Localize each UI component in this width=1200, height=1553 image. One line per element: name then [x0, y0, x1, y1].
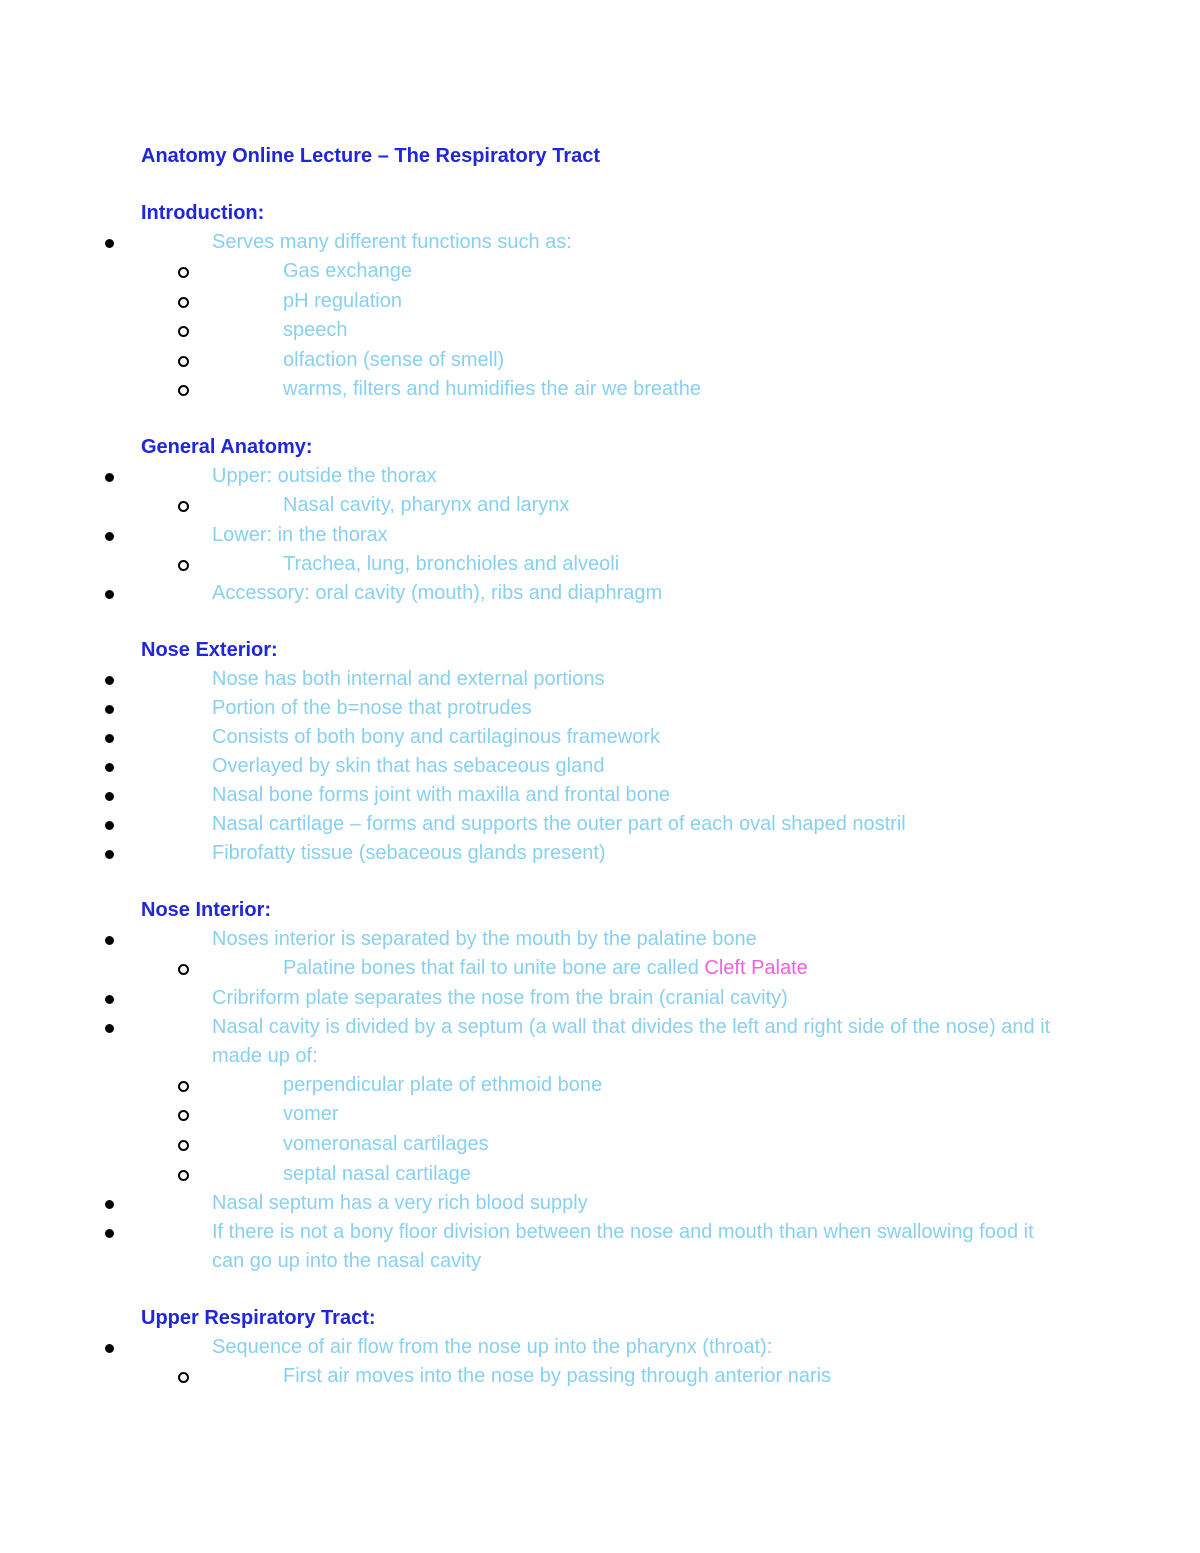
sub-list-item-text: Gas exchange [283, 260, 412, 282]
list-item [141, 1189, 1071, 1218]
list-item-text: Upper: outside the thorax [212, 464, 437, 487]
list-item-text: Overlayed by skin that has sebaceous gland [212, 755, 605, 778]
list-item-text: Cribriform plate separates the nose from the brain (cranial cavity) [212, 986, 788, 1009]
highlighted-term: Cleft Palate [704, 957, 808, 980]
section-introduction [141, 198, 1071, 405]
bullet-dot-icon [105, 850, 114, 859]
list-item-text: Serves many different functions such as: [212, 231, 572, 253]
list-item-text: If there is not a bony floor division between the nose and mouth than when swallowing food it can go up into the nasal cavity [212, 1221, 1034, 1273]
sub-list-item [212, 287, 1071, 317]
bullet-list [141, 462, 1071, 608]
list-item-text: Portion of the b=nose that protrudes [212, 697, 532, 720]
document-page [141, 141, 1071, 1392]
bullet-dot-icon [105, 792, 114, 801]
hollow-bullet-icon [178, 356, 189, 367]
bullet-dot-icon [105, 473, 114, 482]
hollow-bullet-icon [178, 1110, 189, 1121]
sub-list-item [212, 375, 1071, 405]
list-item-text: Nasal cartilage – forms and supports the outer part of each oval shaped nostril [212, 813, 906, 836]
sub-list-item [212, 1362, 1071, 1392]
bullet-dot-icon [105, 1024, 114, 1033]
bullet-dot-icon [105, 936, 114, 945]
bullet-dot-icon [105, 239, 114, 248]
list-item [141, 925, 1071, 984]
list-item [141, 1013, 1071, 1189]
sub-list-item [212, 550, 1071, 580]
list-item [141, 723, 1071, 752]
sub-list-item-text: Nasal cavity, pharynx and larynx [283, 493, 570, 516]
bullet-dot-icon [105, 1200, 114, 1209]
sub-bullet-list [212, 954, 1071, 984]
list-item-text: Noses interior is separated by the mouth by the palatine bone [212, 928, 757, 951]
bullet-list [141, 925, 1071, 1276]
sub-list-item-text: olfaction (sense of smell) [283, 348, 505, 371]
list-item [141, 1218, 1071, 1276]
section-heading: General Anatomy: [141, 435, 313, 458]
list-item-text: Nasal septum has a very rich blood supply [212, 1192, 588, 1215]
list-item [141, 521, 1071, 580]
bullet-dot-icon [105, 763, 114, 772]
sub-list-item-text: Trachea, lung, bronchioles and alveoli [283, 552, 620, 575]
bullet-list [141, 1333, 1071, 1392]
sub-bullet-list [212, 1071, 1071, 1189]
bullet-dot-icon [105, 1229, 114, 1238]
hollow-bullet-icon [178, 1081, 189, 1092]
hollow-bullet-icon [178, 1140, 189, 1151]
bullet-dot-icon [105, 995, 114, 1004]
sub-list-item-text: Palatine bones that fail to unite bone are called [283, 957, 705, 980]
sub-bullet-list [212, 1362, 1071, 1392]
list-item-text: Consists of both bony and cartilaginous framework [212, 726, 661, 749]
sub-list-item [212, 257, 1071, 287]
list-item [141, 228, 1071, 405]
section-heading: Introduction: [141, 202, 265, 224]
list-item [141, 839, 1071, 868]
bullet-dot-icon [105, 705, 114, 714]
bullet-list [141, 665, 1071, 868]
section-nose-exterior [141, 635, 1071, 868]
bullet-list [141, 228, 1071, 405]
section-upper-respiratory-tract [141, 1303, 1071, 1392]
list-item [141, 1333, 1071, 1392]
sub-bullet-list [212, 550, 1071, 580]
list-item-text: Accessory: oral cavity (mouth), ribs and diaphragm [212, 582, 663, 605]
hollow-bullet-icon [178, 964, 189, 975]
section-heading: Nose Exterior: [141, 639, 278, 662]
sub-list-item [212, 491, 1071, 521]
sub-list-item-text: warms, filters and humidifies the air we breathe [283, 378, 701, 401]
hollow-bullet-icon [178, 501, 189, 512]
sub-list-item [212, 1130, 1071, 1160]
list-item [141, 462, 1071, 521]
sub-bullet-list [212, 491, 1071, 521]
sub-bullet-list [212, 257, 1071, 405]
hollow-bullet-icon [178, 385, 189, 396]
section-heading: Nose Interior: [141, 899, 272, 922]
bullet-dot-icon [105, 590, 114, 599]
list-item [141, 665, 1071, 694]
bullet-dot-icon [105, 821, 114, 830]
list-item-text: Sequence of air flow from the nose up into the pharynx (throat): [212, 1336, 773, 1359]
list-item [141, 984, 1071, 1013]
sub-list-item [212, 346, 1071, 376]
sub-list-item [212, 954, 1071, 984]
sub-list-item-text: pH regulation [283, 289, 402, 312]
list-item-text: Nose has both internal and external portions [212, 668, 605, 691]
hollow-bullet-icon [178, 267, 189, 278]
sub-list-item-text: perpendicular plate of ethmoid bone [283, 1073, 603, 1096]
sub-list-item [212, 1100, 1071, 1130]
list-item [141, 694, 1071, 723]
list-item [141, 579, 1071, 608]
bullet-dot-icon [105, 532, 114, 541]
list-item-text: Nasal bone forms joint with maxilla and frontal bone [212, 784, 671, 807]
section-general-anatomy [141, 432, 1071, 608]
list-item [141, 781, 1071, 810]
list-item-text: Fibrofatty tissue (sebaceous glands present) [212, 842, 606, 865]
list-item [141, 752, 1071, 781]
list-item [141, 810, 1071, 839]
sub-list-item-text: vomer [283, 1103, 339, 1126]
bullet-dot-icon [105, 676, 114, 685]
section-heading: Upper Respiratory Tract: [141, 1307, 376, 1330]
hollow-bullet-icon [178, 297, 189, 308]
sub-list-item-text: vomeronasal cartilages [283, 1132, 489, 1155]
hollow-bullet-icon [178, 560, 189, 571]
hollow-bullet-icon [178, 326, 189, 337]
bullet-dot-icon [105, 1344, 114, 1353]
sub-list-item-text: septal nasal cartilage [283, 1162, 471, 1185]
hollow-bullet-icon [178, 1372, 189, 1383]
section-nose-interior [141, 895, 1071, 1276]
sub-list-item [212, 316, 1071, 346]
sub-list-item-text: First air moves into the nose by passing through anterior naris [283, 1365, 832, 1388]
bullet-dot-icon [105, 734, 114, 743]
sub-list-item [212, 1160, 1071, 1190]
sub-list-item-text: speech [283, 319, 348, 342]
sub-list-item [212, 1071, 1071, 1101]
list-item-text: Lower: in the thorax [212, 523, 388, 546]
list-item-text: Nasal cavity is divided by a septum (a wall that divides the left and right side of the nose) and it made up of: [212, 1015, 1051, 1067]
document-title: Anatomy Online Lecture – The Respiratory Tract [141, 145, 601, 167]
hollow-bullet-icon [178, 1170, 189, 1181]
